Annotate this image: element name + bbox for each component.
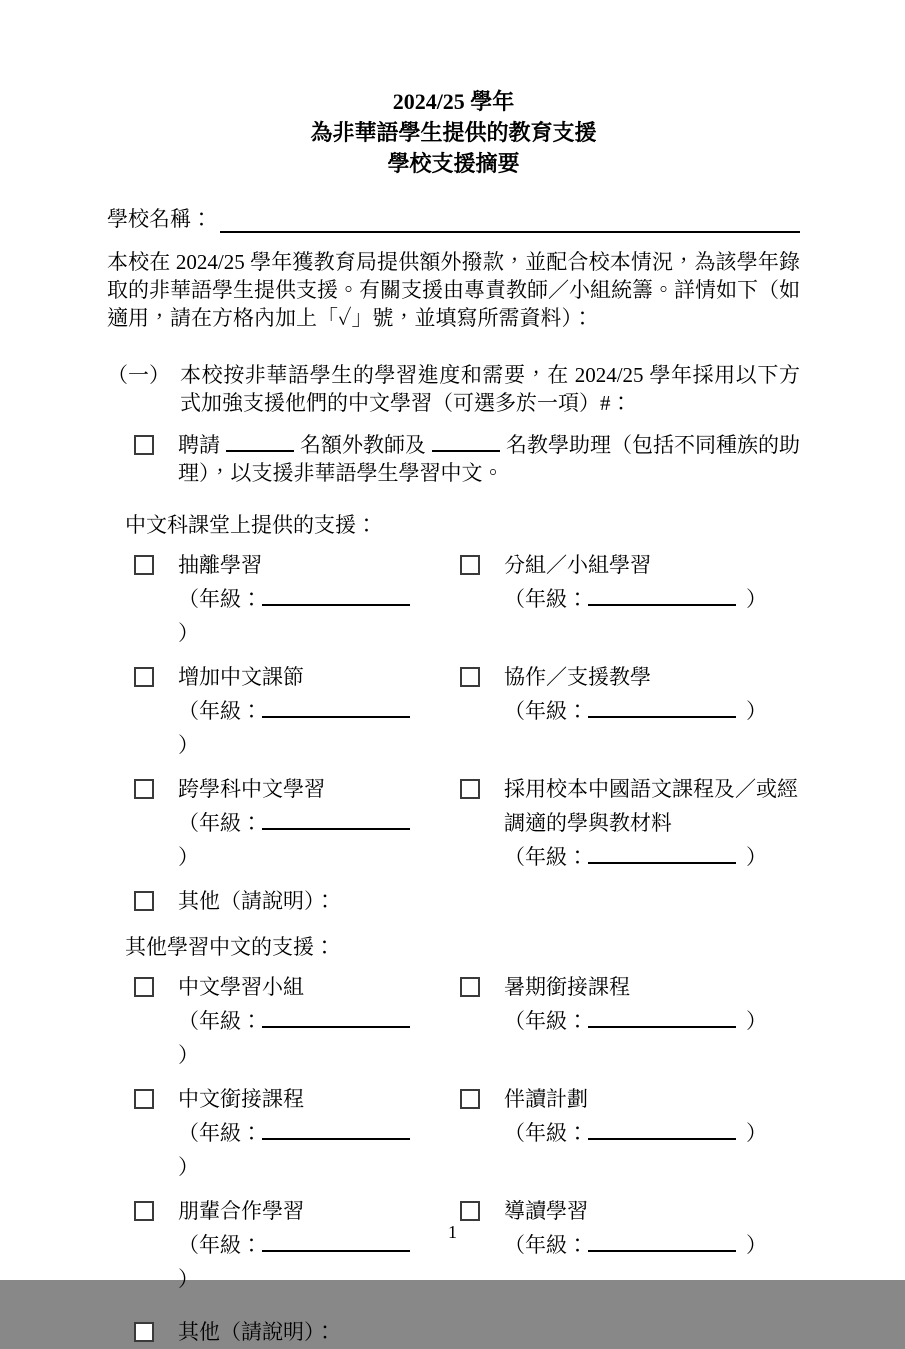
- school-name-row: [107, 203, 800, 233]
- option-reading-buddy: [433, 1082, 800, 1150]
- checkbox[interactable]: [134, 977, 154, 997]
- option-chinese-bridging-course: [107, 1082, 433, 1184]
- assistant-count-field[interactable]: [432, 432, 500, 452]
- teacher-count-field[interactable]: [226, 432, 294, 452]
- grade-close: ）: [178, 1267, 199, 1291]
- grade-field[interactable]: [262, 698, 410, 718]
- other-support-heading: 其他學習中文的支援：: [125, 935, 335, 959]
- page-number: 1: [448, 1222, 457, 1242]
- grade-field[interactable]: [262, 586, 410, 606]
- grade-field[interactable]: [588, 698, 736, 718]
- grade-line: [504, 1004, 767, 1038]
- title-line-summary: 學校支援摘要: [387, 151, 520, 176]
- option-label: 導讀學習: [504, 1199, 588, 1223]
- grade-line: [178, 694, 433, 762]
- grade-close: ）: [178, 621, 199, 645]
- other-support-grid: [107, 970, 800, 1296]
- checkbox[interactable]: [134, 779, 154, 799]
- checkbox[interactable]: [134, 1089, 154, 1109]
- checkbox[interactable]: [460, 555, 480, 575]
- grade-prefix: （年級：: [504, 1009, 588, 1033]
- section-one-text: 本校按非華語學生的學習進度和需要，在 2024/25 學年採用以下方式加強支援他們的中文學習（可選多於一項）#：: [180, 363, 800, 415]
- option-school-based-curriculum: [433, 772, 800, 874]
- grade-close: ）: [746, 699, 767, 723]
- grade-line: [504, 694, 767, 728]
- grade-line: [178, 1004, 433, 1072]
- option-collaborative-teaching: [433, 660, 800, 728]
- option-other-support: [107, 1315, 800, 1349]
- grade-line: [178, 582, 433, 650]
- grade-close: ）: [178, 1043, 199, 1067]
- grade-field[interactable]: [262, 1120, 410, 1140]
- option-label: 抽離學習: [178, 553, 262, 577]
- option-other-classroom: [107, 884, 800, 918]
- grade-prefix: （年級：: [504, 1233, 588, 1257]
- grade-line: [504, 840, 800, 874]
- grade-close: ）: [178, 1155, 199, 1179]
- checkbox[interactable]: [134, 1201, 154, 1221]
- grade-prefix: （年級：: [504, 699, 588, 723]
- grade-prefix: （年級：: [178, 1121, 262, 1145]
- option-peer-learning: [107, 1194, 433, 1296]
- checkbox[interactable]: [460, 1089, 480, 1109]
- grade-line: [178, 806, 433, 874]
- section-one-heading: [107, 361, 800, 417]
- option-label: 分組／小組學習: [504, 553, 651, 577]
- school-name-field[interactable]: [220, 207, 800, 233]
- option-label: 中文學習小組: [178, 975, 304, 999]
- grade-prefix: （年級：: [178, 587, 262, 611]
- title-line-year: 2024/25 學年: [392, 89, 515, 114]
- section-one-marker: （一）: [107, 363, 170, 387]
- checkbox[interactable]: [460, 1201, 480, 1221]
- grade-prefix: （年級：: [178, 811, 262, 835]
- grade-field[interactable]: [588, 1008, 736, 1028]
- grade-prefix: （年級：: [504, 845, 588, 869]
- grade-field[interactable]: [262, 810, 410, 830]
- grade-close: ）: [746, 587, 767, 611]
- grade-field[interactable]: [588, 1120, 736, 1140]
- option-cross-curricular: [107, 772, 433, 874]
- grade-close: ）: [746, 1121, 767, 1145]
- option-label: 伴讀計劃: [504, 1087, 588, 1111]
- grade-close: ）: [746, 1009, 767, 1033]
- option-hire-teachers: [134, 431, 800, 487]
- checkbox[interactable]: [134, 555, 154, 575]
- grade-close: ）: [746, 845, 767, 869]
- checkbox[interactable]: [134, 891, 154, 911]
- option-chinese-learning-group: [107, 970, 433, 1072]
- option-label: 暑期銜接課程: [504, 975, 630, 999]
- checkbox[interactable]: [134, 435, 154, 455]
- grade-prefix: （年級：: [504, 587, 588, 611]
- option-withdrawal-learning: [107, 548, 433, 650]
- checkbox[interactable]: [460, 667, 480, 687]
- grade-prefix: （年級：: [504, 1121, 588, 1145]
- grade-line: [504, 1116, 767, 1150]
- grade-line: [178, 1116, 433, 1184]
- grade-line: [504, 582, 767, 616]
- checkbox[interactable]: [460, 779, 480, 799]
- grade-close: ）: [746, 1233, 767, 1257]
- classroom-support-heading: 中文科課堂上提供的支援：: [125, 513, 377, 537]
- intro-paragraph: 本校在 2024/25 學年獲教育局提供額外撥款，並配合校本情況，為該學年錄取的非華語學生提供支援。有關支援由專責教師／小組統籌。詳情如下（如適用，請在方格內加上「✓」號，並填寫所需資料）：: [107, 250, 800, 330]
- option-label: 協作／支援教學: [504, 665, 651, 689]
- option-summer-bridging: [433, 970, 800, 1038]
- title-line-programme: 為非華語學生提供的教育支援: [310, 120, 597, 145]
- hire-option-text: 聘請 名額外教師及 名教學助理（包括不同種族的助理），以支援非華語學生學習中文。: [178, 433, 800, 485]
- checkbox[interactable]: [134, 1322, 154, 1342]
- option-label: 朋輩合作學習: [178, 1199, 304, 1223]
- grade-field[interactable]: [588, 844, 736, 864]
- grade-close: ）: [178, 733, 199, 757]
- grade-field[interactable]: [262, 1008, 410, 1028]
- option-group-learning: [433, 548, 800, 616]
- option-label: 採用校本中國語文課程及／或經調適的學與教材料: [504, 777, 798, 835]
- checkbox[interactable]: [460, 977, 480, 997]
- school-name-label: 學校名稱：: [107, 207, 212, 231]
- option-label: 跨學科中文學習: [178, 777, 325, 801]
- grade-prefix: （年級：: [178, 699, 262, 723]
- option-additional-lessons: [107, 660, 433, 762]
- document-title: [107, 86, 800, 179]
- grade-field[interactable]: [588, 586, 736, 606]
- option-label: 中文銜接課程: [178, 1087, 304, 1111]
- grade-close: ）: [178, 845, 199, 869]
- checkbox[interactable]: [134, 667, 154, 687]
- classroom-support-grid: [107, 548, 800, 874]
- grade-prefix: （年級：: [178, 1233, 262, 1257]
- grade-prefix: （年級：: [178, 1009, 262, 1033]
- option-label: 其他（請說明）：: [178, 889, 336, 913]
- option-label: 其他（請說明）：: [178, 1320, 336, 1344]
- option-label: 增加中文課節: [178, 665, 304, 689]
